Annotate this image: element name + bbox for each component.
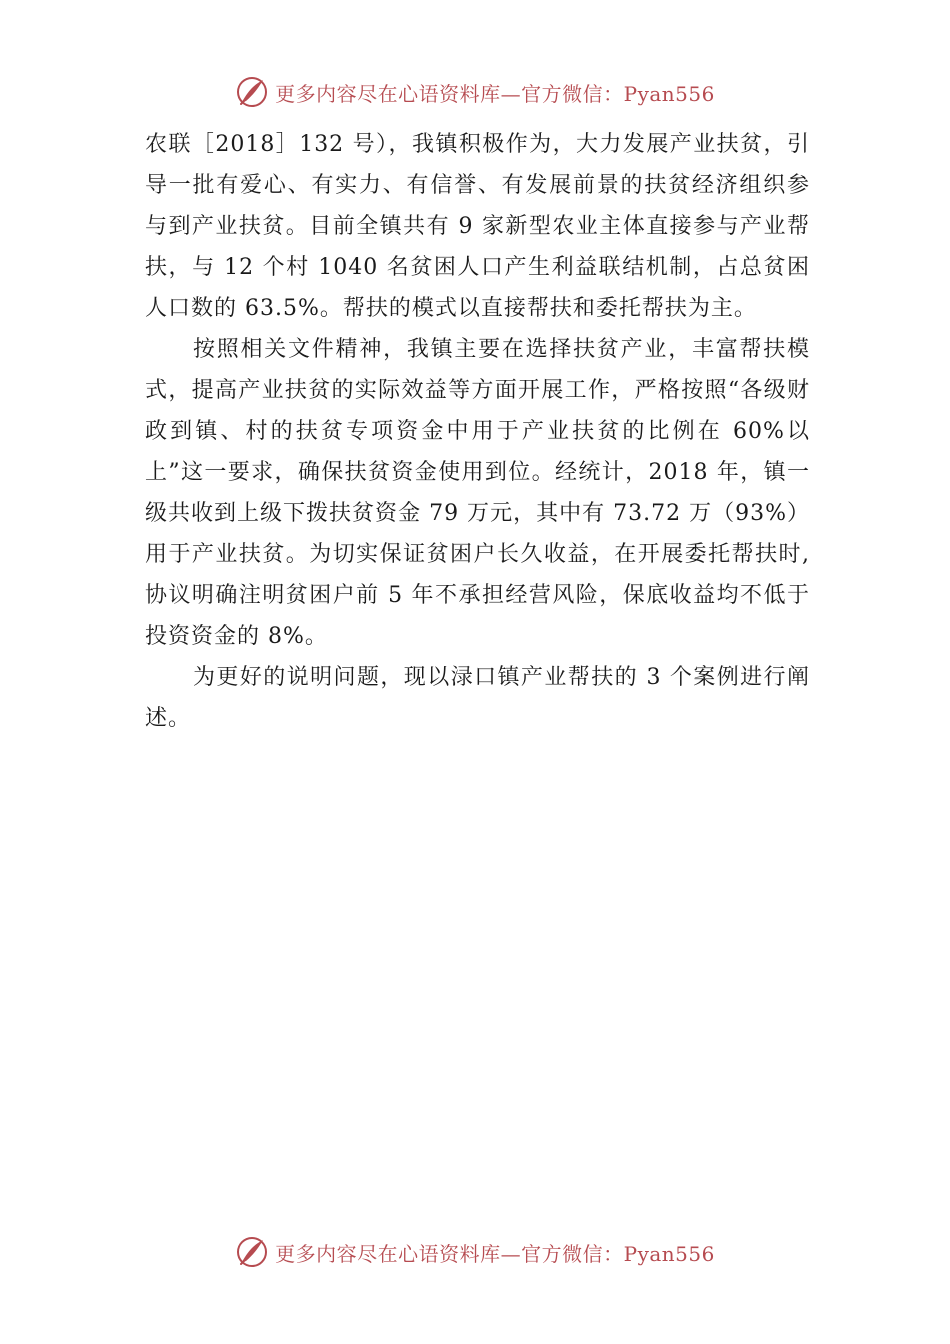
feather-pen-logo-icon — [235, 75, 269, 109]
header-watermark — [0, 72, 950, 112]
feather-pen-logo-icon — [235, 1235, 269, 1269]
paragraph-3: 为更好的说明问题，现以渌口镇产业帮扶的 3 个案例进行阐述。 — [145, 665, 810, 731]
footer-watermark — [0, 1232, 950, 1272]
document-body — [145, 124, 810, 739]
watermark-text: 更多内容尽在心语资料库—官方微信：Pyan556 — [275, 81, 715, 106]
watermark-text: 更多内容尽在心语资料库—官方微信：Pyan556 — [275, 1241, 715, 1266]
paragraph-1: 农联［2018］132 号），我镇积极作为，大力发展产业扶贫，引导一批有爱心、有实力、有信誉、有发展前景的扶贫经济组织参与到产业扶贫。目前全镇共有 9 家新型农业主体直接参与产业帮扶，与 12 个村 1040 名贫困人口产生利益联结机制，占总贫困人口数的 63.5%。帮扶的模式以直接帮扶和委托帮扶为主。 — [145, 132, 810, 321]
paragraph-2: 按照相关文件精神，我镇主要在选择扶贫产业，丰富帮扶模式，提高产业扶贫的实际效益等方面开展工作，严格按照“各级财政到镇、村的扶贫专项资金中用于产业扶贫的比例在 60%以上”这一要求，确保扶贫资金使用到位。经统计，2018 年，镇一级共收到上级下拨扶贫资金 79 万元，其中有 73.72 万（93%）用于产业扶贫。为切实保证贫困户长久收益，在开展委托帮扶时,协议明确注明贫困户前 5 年不承担经营风险，保底收益均不低于投资资金的 8%。 — [145, 337, 810, 649]
